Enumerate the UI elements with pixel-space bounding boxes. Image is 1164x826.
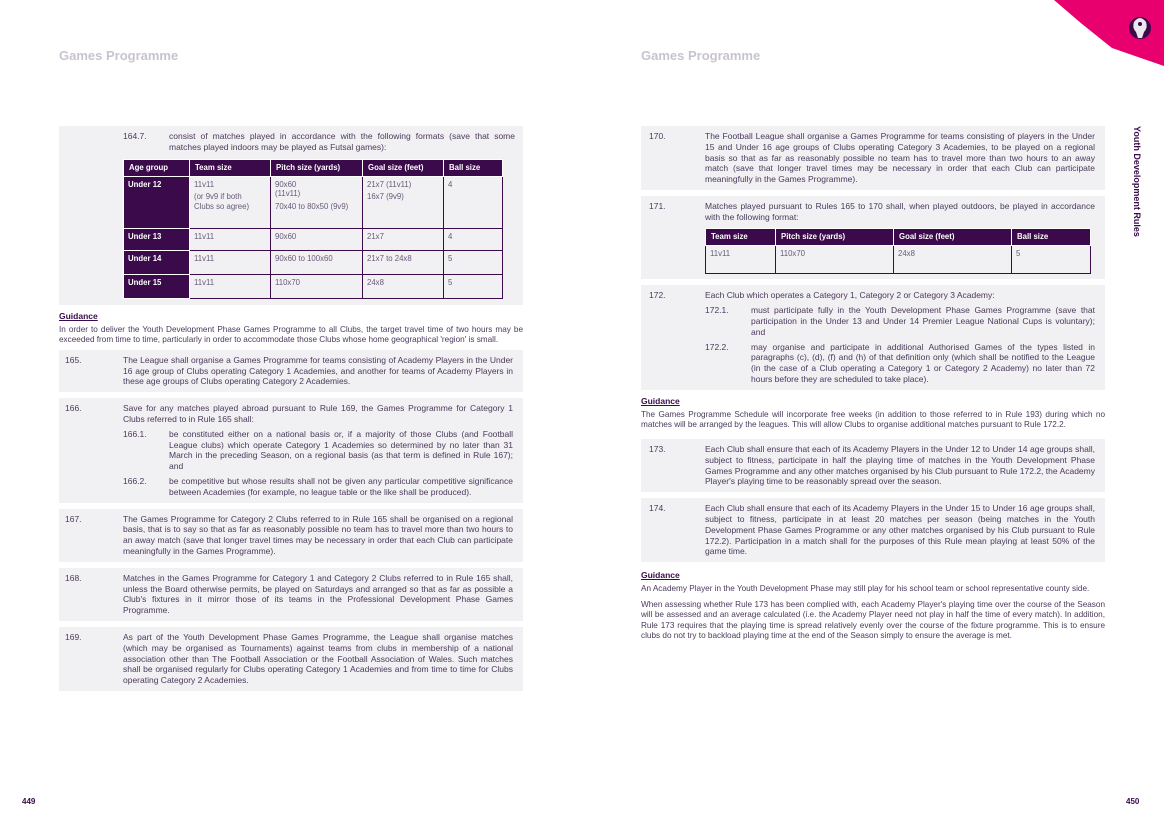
rule-number: 167.: [65, 513, 82, 524]
rule-number: 169.: [65, 631, 82, 642]
left-page-number: 449: [22, 797, 36, 806]
rule-number: 166.: [65, 403, 82, 414]
age-group-cell: Under 12: [124, 176, 190, 228]
format-table: [123, 159, 503, 299]
table-row: [124, 176, 503, 228]
rule-number: 172.: [649, 290, 666, 301]
team-size-cell: 11v11: [706, 246, 776, 274]
goal-size-cell: 21x7: [363, 228, 444, 250]
table-row: [124, 274, 503, 298]
sub-rule-text: be competitive but whose results shall not be given any particular competitive significance between Academies (for example, no league table or the like shall be produced).: [169, 475, 513, 497]
cell-line: 90x60 (11v11): [275, 179, 301, 199]
rule-165-block: [59, 350, 523, 392]
rules-list: [59, 350, 523, 691]
team-size-cell: [190, 176, 271, 228]
rule-number: 165.: [65, 354, 82, 365]
sub-rule-number: 166.1.: [123, 428, 147, 439]
rule-168-block: [59, 568, 523, 621]
sub-rule: [705, 305, 1095, 337]
rule-number: 170.: [649, 131, 666, 141]
side-section-label-text: Youth Development Rules: [1132, 126, 1142, 237]
age-group-cell: Under 15: [124, 274, 190, 298]
right-page-number: 450: [1126, 797, 1140, 806]
pitch-size-cell: 90x60: [271, 228, 363, 250]
table-header-row: [124, 159, 503, 176]
rule-text: Matches played pursuant to Rules 165 to 170 shall, when played outdoors, be played in accordance with the following format:: [705, 200, 1095, 222]
rule-number: 168.: [65, 572, 82, 583]
guidance-text: The Games Programme Schedule will incorporate free weeks (in addition to those referred to in Rule 193) during which no matches will be arranged by the leagues. This will allow Clubs to organise additional matches pursuant to Rule 172.2.: [641, 409, 1105, 430]
side-section-label: [1130, 126, 1144, 256]
table-row: [124, 228, 503, 250]
table-header: Ball size: [1012, 228, 1091, 246]
rule-170-block: [641, 126, 1105, 190]
sub-rule: [123, 429, 513, 472]
table-header: Goal size (feet): [363, 159, 444, 176]
team-size-cell: 11v11: [190, 250, 271, 274]
table-header-row: [706, 228, 1091, 246]
lion-logo-icon: [1129, 17, 1151, 39]
team-size-cell: 11v11: [190, 274, 271, 298]
table-header: Team size: [706, 228, 776, 246]
ball-size-cell: 5: [444, 250, 503, 274]
left-column: [59, 126, 523, 697]
rule-text: As part of the Youth Development Phase Games Programme, the League shall organise matches (which may be organised as Tournaments) against teams from clubs in membership of a national association other than The Football Association or the Football Association of Wales. Such matches shall be organised regularly for Clubs operating Category 1 Academies and from time to time for Clubs operating Category 2 Academies.: [123, 631, 513, 686]
table-header: Goal size (feet): [894, 228, 1012, 246]
cell-line: 16x7 (9v9): [367, 192, 404, 202]
rule-number: 173.: [649, 443, 666, 454]
guidance-text: In order to deliver the Youth Development Phase Games Programme to all Clubs, the target travel time of two hours may be exceeded from time to time, particularly in order to accommodate those Clubs whose home geographical 'region' is small.: [59, 324, 523, 345]
team-size-cell: 11v11: [190, 228, 271, 250]
right-column: [641, 126, 1105, 645]
age-group-cell: Under 14: [124, 250, 190, 274]
right-page-header: Games Programme: [641, 48, 761, 63]
rule-number: 171.: [649, 200, 666, 211]
table-row: [706, 246, 1091, 274]
rule-text: Save for any matches played abroad pursuant to Rule 169, the Games Programme for Category 1 Clubs referred to in Rule 165 shall:: [123, 403, 513, 424]
sub-rule-text: must participate fully in the Youth Development Phase Games Programme (save that participation in the Under 13 and Under 14 Premier League National Cups is voluntary); and: [751, 305, 1095, 337]
left-page-header: Games Programme: [59, 48, 179, 63]
rule-173-block: [641, 439, 1105, 492]
rule-174-block: [641, 498, 1105, 562]
table-row: [124, 250, 503, 274]
cell-line: 21x7 (11v11): [367, 179, 412, 189]
format-table-2: [705, 228, 1091, 275]
sub-rule-text: may organise and participate in additional Authorised Games of the types listed in paragraphs (c), (d), (f) and (h) of that definition only (which shall be notified to the League (in the case of a Club operating a Category 1 or Category 2 Academy) no later than 72 hours before they are scheduled to take place).: [751, 341, 1095, 384]
rule-167-block: [59, 509, 523, 562]
guidance-heading: Guidance: [641, 570, 680, 581]
rule-166-block: [59, 398, 523, 502]
goal-size-cell: 24x8: [894, 246, 1012, 274]
guidance-paragraph: An Academy Player in the Youth Development Phase may still play for his school team or school representative county side.: [641, 584, 1090, 594]
rule-body: [123, 403, 513, 497]
table-header: Pitch size (yards): [271, 159, 363, 176]
pitch-size-cell: 110x70: [271, 274, 363, 298]
ball-size-cell: 5: [444, 274, 503, 298]
sub-rule-number: 172.2.: [705, 341, 729, 352]
table-header: Pitch size (yards): [776, 228, 894, 246]
table-header: Age group: [124, 159, 190, 176]
guidance-heading: Guidance: [59, 310, 98, 321]
pitch-size-cell: 110x70: [776, 246, 894, 274]
rule-171-block: [641, 196, 1105, 279]
sub-rule: [705, 342, 1095, 385]
ball-size-cell: 5: [1012, 246, 1091, 274]
sub-rule: [123, 476, 513, 498]
goal-size-cell: 24x8: [363, 274, 444, 298]
table-header: Ball size: [444, 159, 503, 176]
pitch-size-cell: 90x60 to 100x60: [271, 250, 363, 274]
rule-text: Matches in the Games Programme for Category 1 and Category 2 Clubs referred to in Rule 165 shall, unless the Board otherwise permits, be played on Saturdays and arranged so that as far as possible a Club's fixtures in it mirror those of its teams in the Professional Development Phase Games Programme.: [123, 572, 513, 616]
rule-text: Each Club which operates a Category 1, Category 2 or Category 3 Academy:: [705, 290, 995, 301]
sub-rule-text: be constituted either on a national basis or, if a majority of those Clubs (and Football League clubs) which operate Category 1 Academies so determined by no later than 31 March in the preceding Season, on a regional basis (as that term is defined in Rule 167); and: [169, 428, 513, 472]
cell-line: 70x40 to 80x50 (9v9): [275, 202, 349, 212]
rule-169-block: [59, 627, 523, 691]
guidance-heading: Guidance: [641, 395, 680, 406]
ball-size-cell: 4: [444, 228, 503, 250]
goal-size-cell: [363, 176, 444, 228]
rule-number: 164.7.: [123, 131, 147, 141]
cell-line: (or 9v9 if both Clubs so agree): [194, 192, 250, 212]
rule-body: [705, 201, 1095, 274]
goal-size-cell: 21x7 to 24x8: [363, 250, 444, 274]
rule-text: The Football League shall organise a Games Programme for teams consisting of players in the Under 15 and Under 16 age groups of Clubs operating Category 3 Academies, to be played on a regional basis so that as far as reasonably possible no team has to travel more than two hours to an away match (save that longer travel times may be necessary in order that each Club can participate meaningfully in the Games Programme).: [705, 131, 1095, 185]
table-header: Team size: [190, 159, 271, 176]
rule-text: The Games Programme for Category 2 Clubs referred to in Rule 165 shall be organised on a regional basis, that is to say so that as far as reasonably possible no team has to travel more than two hours to an away match (save that longer travel times may be necessary in order that each Club can participate meaningfully in the Games Programme).: [123, 513, 513, 556]
rule-172-block: [641, 285, 1105, 389]
sub-rule-number: 166.2.: [123, 475, 147, 486]
ball-size-cell: 4: [444, 176, 503, 228]
premier-league-corner-banner: [1054, 0, 1164, 66]
guidance-paragraph: When assessing whether Rule 173 has been complied with, each Academy Player's playing time over the course of the Season will be assessed and an average calculated (i.e. the Academy Player need not play in half the time of every match). In addition, Rule 173 requires that the playing time is spread relatively evenly over the course of the fixture programme. This is to ensure clubs do not try to backload playing time at the end of the Season simply to ensure the average is met.: [641, 599, 1105, 641]
rule-body: [705, 290, 1095, 384]
rule-text: consist of matches played in accordance with the following formats (save that some matches played indoors may be played as Futsal games):: [169, 131, 515, 152]
pitch-size-cell: [271, 176, 363, 228]
age-group-cell: Under 13: [124, 228, 190, 250]
rule-164-7-block: [59, 126, 523, 305]
rule-text: Each Club shall ensure that each of its Academy Players in the Under 15 to Under 16 age groups shall, subject to fitness, participate in at least 20 matches per season (being matches in the Youth Development Phase Games Programme or any other matches organised by his Club pursuant to Rule 172.2). Participation in a match shall for the purposes of this Rule mean playing at least 50% of the game time.: [705, 503, 1095, 557]
cell-line: 11v11: [194, 179, 215, 189]
sub-rule-number: 172.1.: [705, 305, 729, 316]
rule-number: 174.: [649, 503, 666, 514]
rule-text: The League shall organise a Games Programme for teams consisting of Academy Players in the Under 16 age group of Clubs operating Category 1 Academies, and another for teams of Academy Players in these age groups of Clubs operating Category 2 Academies.: [123, 354, 513, 387]
rule-text: Each Club shall ensure that each of its Academy Players in the Under 12 to Under 14 age groups shall, subject to fitness, participate in half the playing time of matches in the Youth Development Phase Games Programme and any other matches organised by his Club pursuant to Rule 172.2, the Academy Player's playing time to be reasonably spread over the season.: [705, 443, 1095, 487]
